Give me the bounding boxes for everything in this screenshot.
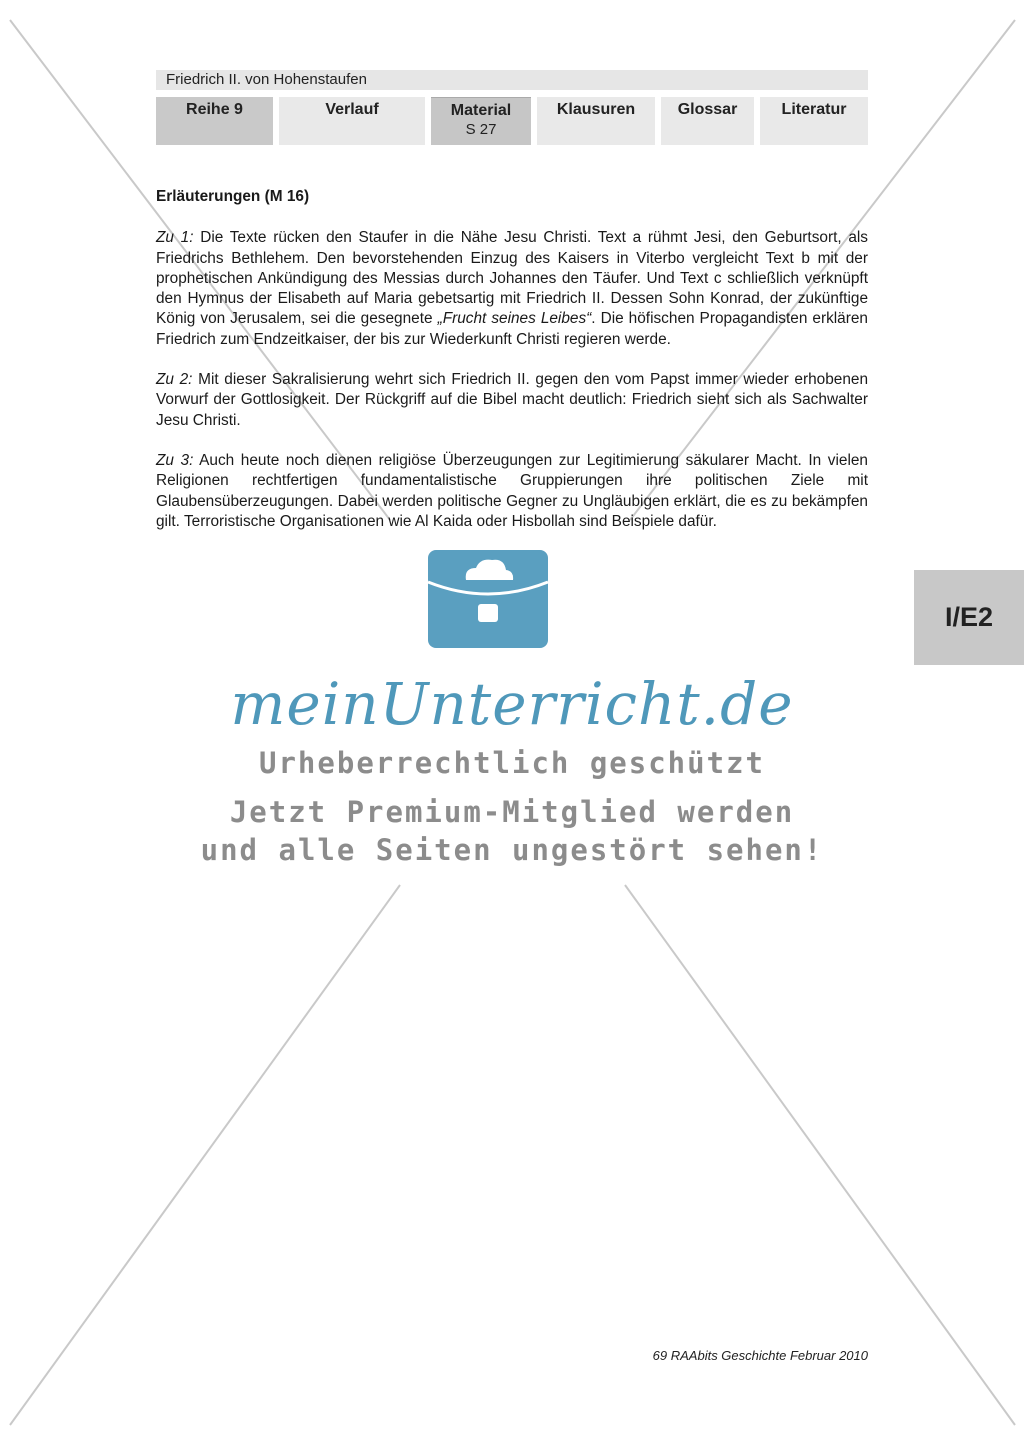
tab-reihe-label: Reihe 9	[186, 101, 243, 118]
tab-klausuren[interactable]	[537, 97, 655, 145]
tab-verlauf-label: Verlauf	[325, 101, 379, 118]
main-content	[156, 187, 868, 552]
watermark-premium: Jetzt Premium-Mitglied werden	[229, 795, 795, 829]
watermark-copyright: Urheberrechtlich geschützt	[259, 746, 765, 780]
tab-glossar[interactable]	[661, 97, 754, 145]
watermark-logo: meinUnterricht.de	[230, 670, 794, 738]
navigation-tabs	[156, 97, 868, 145]
tab-literatur-label: Literatur	[781, 101, 847, 118]
paragraph-2-text: Mit dieser Sakralisierung wehrt sich Friedrich II. gegen den vom Papst immer wieder erhobenen Vorwurf der Gottlosigkeit. Der Rückgriff auf die Bibel macht deutlich: Friedrich sieht sich als Sachwalter Jesu Christi.	[156, 371, 869, 429]
tab-literatur[interactable]	[760, 97, 868, 145]
paragraph-1	[156, 228, 868, 350]
paragraph-2	[156, 370, 868, 431]
tab-material-page: S 27	[465, 121, 497, 138]
paragraph-3-text: Auch heute noch dienen religiöse Überzeugungen zur Legitimierung säkularer Macht. In vielen Religionen rechtfertigen fundamentalistische Gruppierungen ihre politischen Ziele mit Glaubensüberzeugungen. Dabei werden politische Gegner zu Ungläubigen erklärt, die es zu bekämpfen gilt. Terroristische Organisationen wie Al Kaida oder Hisbollah sind Beispiele dafür.	[156, 451, 868, 530]
paragraph-3	[156, 451, 868, 532]
section-heading: Erläuterungen (M 16)	[156, 188, 310, 205]
tab-glossar-label: Glossar	[677, 101, 738, 118]
briefcase-cloud-icon	[418, 540, 558, 650]
paragraph-1-quote: „Frucht seines Leibes“	[437, 310, 592, 328]
paragraph-1-text-b: . Die höfischen Propagandisten erklären Friedrich zum Endzeitkaiser, der bis zur Wiederkunft Christi regieren werde.	[156, 310, 868, 348]
tab-material-label: Material	[450, 102, 512, 119]
page-footer: 69 RAAbits Geschichte Februar 2010	[652, 1348, 868, 1363]
watermark-premium-2: und alle Seiten ungestört sehen!	[200, 833, 824, 867]
paragraph-1-label: Zu 1:	[156, 229, 194, 247]
tab-verlauf[interactable]	[279, 97, 425, 145]
tab-klausuren-label: Klausuren	[556, 101, 636, 118]
tab-reihe[interactable]	[156, 97, 273, 145]
series-title: Friedrich II. von Hohenstaufen	[156, 70, 868, 90]
paragraph-2-label: Zu 2:	[156, 371, 193, 389]
tab-material[interactable]	[431, 97, 531, 145]
unit-tab: I/E2	[914, 570, 1024, 665]
paragraph-1-text-a: Die Texte rücken den Staufer in die Nähe Jesu Christi. Text a rühmt Jesi, den Geburtsort, als Friedrichs Bethlehem. Den bevorstehenden Einzug des Kaisers in Viterbo vergleicht Text b mit der prophetischen Ankündigung des Messias durch Johannes den Täufer. Und Text c schließlich verknüpft den Hymnus der Elisabeth auf Maria gebetsartig mit Friedrich II. Dessen Sohn Konrad, der zukünftige König von Jerusalem, sei die gesegnete	[156, 229, 868, 328]
paragraph-3-label: Zu 3:	[156, 451, 194, 469]
